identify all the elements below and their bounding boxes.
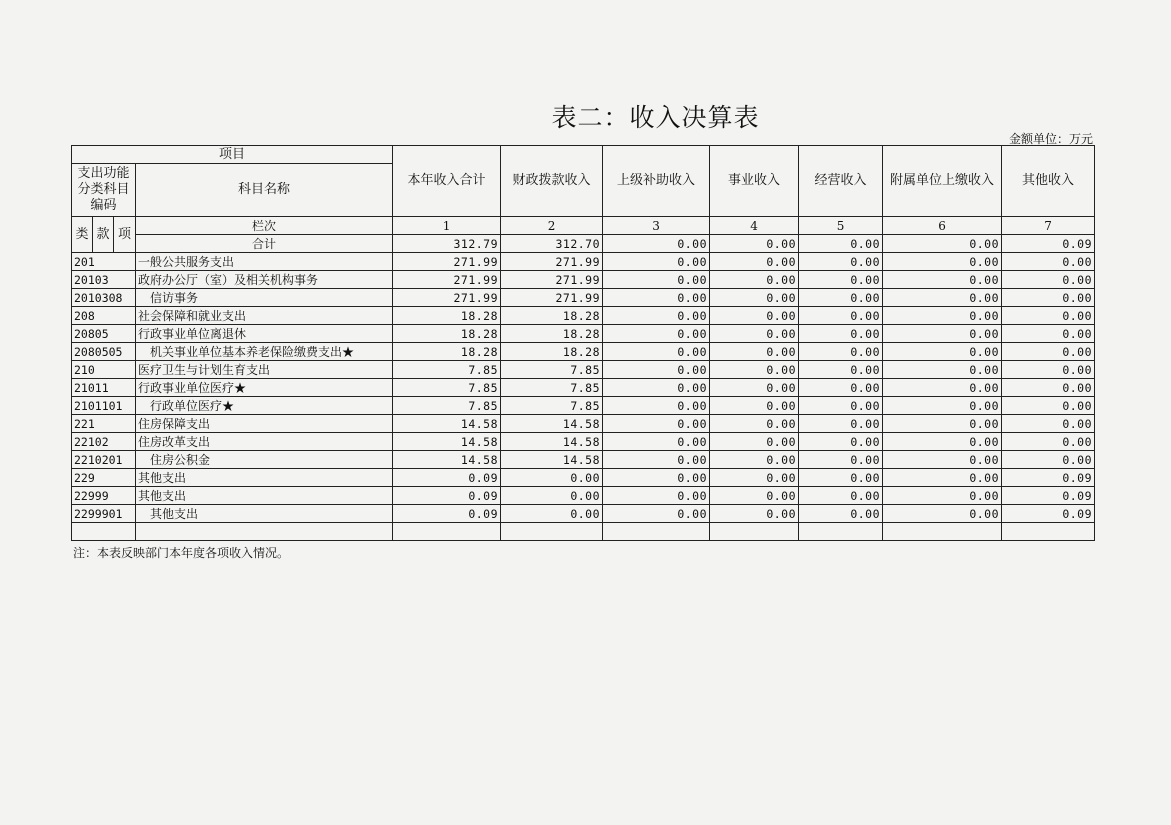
row-name: 住房公积金 [136, 451, 393, 469]
row-value: 0.00 [603, 379, 710, 397]
row-value: 0.00 [603, 307, 710, 325]
row-value: 271.99 [393, 289, 501, 307]
row-value: 0.00 [710, 289, 799, 307]
table-body [72, 253, 1095, 541]
row-value: 0.00 [883, 487, 1002, 505]
row-value: 7.85 [393, 361, 501, 379]
total-value: 0.09 [1002, 235, 1095, 253]
row-value: 14.58 [393, 433, 501, 451]
income-table [71, 145, 1095, 541]
row-value: 0.00 [1002, 307, 1095, 325]
row-code: 21011 [72, 379, 136, 397]
row-value: 0.00 [710, 505, 799, 523]
row-code: 2010308 [72, 289, 136, 307]
row-value: 0.00 [883, 325, 1002, 343]
row-name: 信访事务 [136, 289, 393, 307]
row-value: 0.00 [603, 487, 710, 505]
table-row [72, 289, 1095, 307]
total-value: 0.00 [799, 235, 883, 253]
row-value: 0.09 [393, 505, 501, 523]
row-value: 14.58 [393, 415, 501, 433]
amount-unit: 金额单位：万元 [1008, 132, 1093, 146]
header-item: 项目 [72, 146, 393, 164]
row-value: 0.00 [799, 325, 883, 343]
row-value: 18.28 [393, 325, 501, 343]
col-number-7: 7 [1002, 217, 1095, 235]
row-value: 0.00 [1002, 379, 1095, 397]
row-value: 0.00 [883, 469, 1002, 487]
row-value: 0.00 [1002, 415, 1095, 433]
header-row-label: 栏次 [136, 217, 393, 235]
row-value: 0.00 [1002, 433, 1095, 451]
col-header-4: 事业收入 [710, 146, 799, 217]
row-value: 14.58 [501, 451, 603, 469]
total-value: 312.79 [393, 235, 501, 253]
row-value: 0.00 [883, 253, 1002, 271]
row-value: 0.00 [799, 487, 883, 505]
row-value: 0.00 [603, 325, 710, 343]
row-value: 0.00 [1002, 325, 1095, 343]
row-value: 0.00 [501, 487, 603, 505]
row-value: 7.85 [501, 361, 603, 379]
row-value: 0.00 [799, 379, 883, 397]
row-value: 0.00 [710, 325, 799, 343]
col-number-3: 3 [603, 217, 710, 235]
row-value: 18.28 [501, 325, 603, 343]
header-name-label: 科目名称 [136, 164, 393, 217]
table-row [72, 253, 1095, 271]
col-number-4: 4 [710, 217, 799, 235]
col-header-3: 上级补助收入 [603, 146, 710, 217]
col-header-2: 财政拨款收入 [501, 146, 603, 217]
row-value: 0.00 [710, 415, 799, 433]
row-value: 0.09 [393, 487, 501, 505]
col-header-6: 附属单位上缴收入 [883, 146, 1002, 217]
row-value: 0.00 [1002, 343, 1095, 361]
row-value: 0.00 [603, 397, 710, 415]
row-name: 其他支出 [136, 469, 393, 487]
row-code: 2101101 [72, 397, 136, 415]
row-code: 229 [72, 469, 136, 487]
row-value: 0.00 [603, 505, 710, 523]
row-value: 0.00 [799, 397, 883, 415]
row-value: 0.00 [710, 469, 799, 487]
row-value: 0.00 [799, 307, 883, 325]
table-row [72, 379, 1095, 397]
total-value: 0.00 [710, 235, 799, 253]
row-value: 0.00 [603, 433, 710, 451]
row-value: 0.09 [393, 469, 501, 487]
row-value: 7.85 [501, 397, 603, 415]
row-value: 0.00 [883, 505, 1002, 523]
row-value: 0.00 [501, 505, 603, 523]
row-value: 0.00 [710, 307, 799, 325]
row-value: 14.58 [501, 415, 603, 433]
row-value: 0.00 [799, 289, 883, 307]
table-note: 注：本表反映部门本年度各项收入情况。 [73, 546, 290, 560]
total-value: 0.00 [883, 235, 1002, 253]
row-value: 0.00 [710, 271, 799, 289]
table-row [72, 361, 1095, 379]
table-row [72, 469, 1095, 487]
row-value: 0.00 [799, 343, 883, 361]
row-value: 7.85 [393, 397, 501, 415]
row-name: 一般公共服务支出 [136, 253, 393, 271]
row-value: 271.99 [501, 289, 603, 307]
header-kuan: 款 [93, 217, 114, 253]
row-value: 0.00 [883, 307, 1002, 325]
row-value: 0.00 [883, 289, 1002, 307]
row-value: 7.85 [393, 379, 501, 397]
table-row [72, 343, 1095, 361]
row-value: 0.09 [1002, 505, 1095, 523]
row-value: 0.00 [603, 289, 710, 307]
row-value: 0.00 [883, 361, 1002, 379]
table-row [72, 325, 1095, 343]
row-code: 20805 [72, 325, 136, 343]
row-value: 0.00 [799, 271, 883, 289]
col-number-2: 2 [501, 217, 603, 235]
row-value: 0.00 [799, 451, 883, 469]
table-row [72, 505, 1095, 523]
row-name: 其他支出 [136, 505, 393, 523]
table-row [72, 397, 1095, 415]
row-value: 271.99 [501, 253, 603, 271]
row-value: 0.00 [799, 361, 883, 379]
table-row [72, 487, 1095, 505]
row-name: 机关事业单位基本养老保险缴费支出★ [136, 343, 393, 361]
table-row [72, 415, 1095, 433]
row-value: 18.28 [393, 343, 501, 361]
row-value: 0.00 [799, 469, 883, 487]
row-value: 7.85 [501, 379, 603, 397]
col-number-6: 6 [883, 217, 1002, 235]
row-value: 18.28 [501, 307, 603, 325]
row-value: 0.00 [799, 253, 883, 271]
row-value: 0.00 [799, 433, 883, 451]
row-code: 20103 [72, 271, 136, 289]
row-value: 0.00 [710, 433, 799, 451]
row-value: 0.00 [710, 397, 799, 415]
row-value: 0.00 [883, 379, 1002, 397]
row-value: 0.00 [603, 469, 710, 487]
table-row [72, 307, 1095, 325]
row-value: 271.99 [393, 271, 501, 289]
row-value: 0.00 [710, 253, 799, 271]
row-value: 0.00 [710, 379, 799, 397]
row-code: 22102 [72, 433, 136, 451]
header-lei: 类 [72, 217, 93, 253]
row-value: 0.00 [883, 343, 1002, 361]
row-value: 0.00 [710, 487, 799, 505]
row-value: 0.00 [710, 361, 799, 379]
row-value: 0.00 [1002, 271, 1095, 289]
row-code: 201 [72, 253, 136, 271]
col-number-5: 5 [799, 217, 883, 235]
row-code: 2080505 [72, 343, 136, 361]
row-value: 0.00 [883, 451, 1002, 469]
row-code: 22999 [72, 487, 136, 505]
row-value: 0.00 [603, 451, 710, 469]
row-code: 208 [72, 307, 136, 325]
total-label: 合计 [136, 235, 393, 253]
row-value: 0.00 [799, 415, 883, 433]
row-value: 14.58 [501, 433, 603, 451]
row-value: 0.00 [710, 343, 799, 361]
row-value: 0.00 [603, 361, 710, 379]
row-name: 政府办公厅（室）及相关机构事务 [136, 271, 393, 289]
row-value: 0.00 [1002, 361, 1095, 379]
row-value: 0.00 [883, 433, 1002, 451]
row-name: 行政单位医疗★ [136, 397, 393, 415]
row-value: 0.00 [1002, 397, 1095, 415]
col-header-5: 经营收入 [799, 146, 883, 217]
total-value: 0.00 [603, 235, 710, 253]
row-value: 18.28 [393, 307, 501, 325]
col-header-1: 本年收入合计 [393, 146, 501, 217]
table-row [72, 451, 1095, 469]
row-value: 0.00 [883, 415, 1002, 433]
col-header-7: 其他收入 [1002, 146, 1095, 217]
total-value: 312.70 [501, 235, 603, 253]
row-name: 医疗卫生与计划生育支出 [136, 361, 393, 379]
row-value: 0.00 [710, 451, 799, 469]
header-xiang: 项 [114, 217, 136, 253]
row-value: 0.00 [1002, 289, 1095, 307]
row-name: 行政事业单位医疗★ [136, 379, 393, 397]
row-value: 0.00 [603, 343, 710, 361]
table-row [72, 433, 1095, 451]
empty-row [72, 523, 1095, 541]
row-value: 0.00 [603, 253, 710, 271]
row-value: 0.00 [603, 271, 710, 289]
row-value: 0.00 [799, 505, 883, 523]
row-value: 0.00 [603, 415, 710, 433]
page-title: 表二：收入决算表 [551, 103, 760, 132]
row-value: 0.09 [1002, 469, 1095, 487]
row-code: 221 [72, 415, 136, 433]
row-name: 社会保障和就业支出 [136, 307, 393, 325]
row-code: 2299901 [72, 505, 136, 523]
row-value: 14.58 [393, 451, 501, 469]
row-value: 0.00 [1002, 451, 1095, 469]
table-row [72, 271, 1095, 289]
row-value: 0.00 [883, 271, 1002, 289]
row-value: 18.28 [501, 343, 603, 361]
row-value: 271.99 [501, 271, 603, 289]
row-name: 其他支出 [136, 487, 393, 505]
row-value: 0.00 [1002, 253, 1095, 271]
row-value: 0.09 [1002, 487, 1095, 505]
row-value: 0.00 [501, 469, 603, 487]
row-name: 住房保障支出 [136, 415, 393, 433]
row-name: 行政事业单位离退休 [136, 325, 393, 343]
header-code-label: 支出功能分类科目编码 [72, 164, 136, 217]
row-value: 271.99 [393, 253, 501, 271]
row-value: 0.00 [883, 397, 1002, 415]
row-code: 210 [72, 361, 136, 379]
row-code: 2210201 [72, 451, 136, 469]
col-number-1: 1 [393, 217, 501, 235]
row-name: 住房改革支出 [136, 433, 393, 451]
